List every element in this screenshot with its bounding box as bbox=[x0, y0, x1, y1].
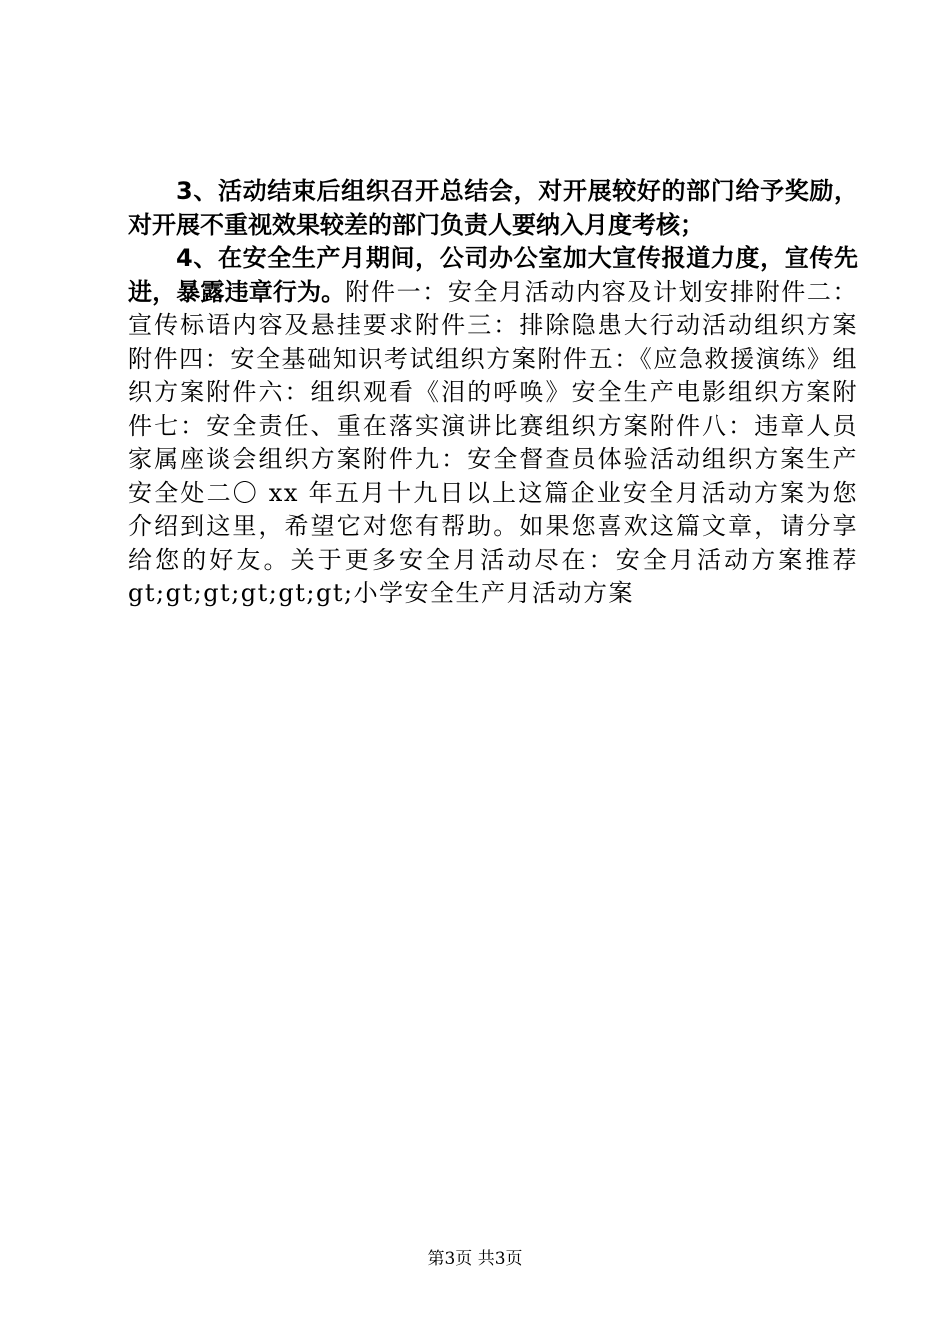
page-footer: 第3页 共3页 bbox=[427, 1249, 523, 1269]
paragraph-item-4 bbox=[128, 242, 858, 611]
paragraph-item-3-text: 3、活动结束后组织召开总结会，对开展较好的部门给予奖励，对开展不重视效果较差的部门负责人要纳入月度考核； bbox=[128, 177, 858, 239]
paragraph-item-3 bbox=[128, 175, 858, 242]
paragraph-item-4-text: 4、在安全生产月期间，公司办公室加大宣传报道力度，宣传先进，暴露违章行为。 bbox=[128, 244, 858, 306]
document-body bbox=[128, 175, 858, 611]
attachments-text: 附件一：安全月活动内容及计划安排附件二：宣传标语内容及悬挂要求附件三：排除隐患大行动活动组织方案附件四：安全基础知识考试组织方案附件五：《应急救援演练》组织方案附件六：组织观看《泪的呼唤》安全生产电影组织方案附件七：安全责任、重在落实演讲比赛组织方案附件八：违章人员家属座谈会组织方案附件九：安全督查员体验活动组织方案生产安全处二〇 xx 年五月十九日以上这篇企业安全月活动方案为您介绍到这里，希望它对您有帮助。如果您喜欢这篇文章，请分享给您的好友。关于更多安全月活动尽在：安全月活动方案推荐 gt;gt;gt;gt;gt;gt;小学安全生产月活动方案 bbox=[128, 277, 859, 607]
